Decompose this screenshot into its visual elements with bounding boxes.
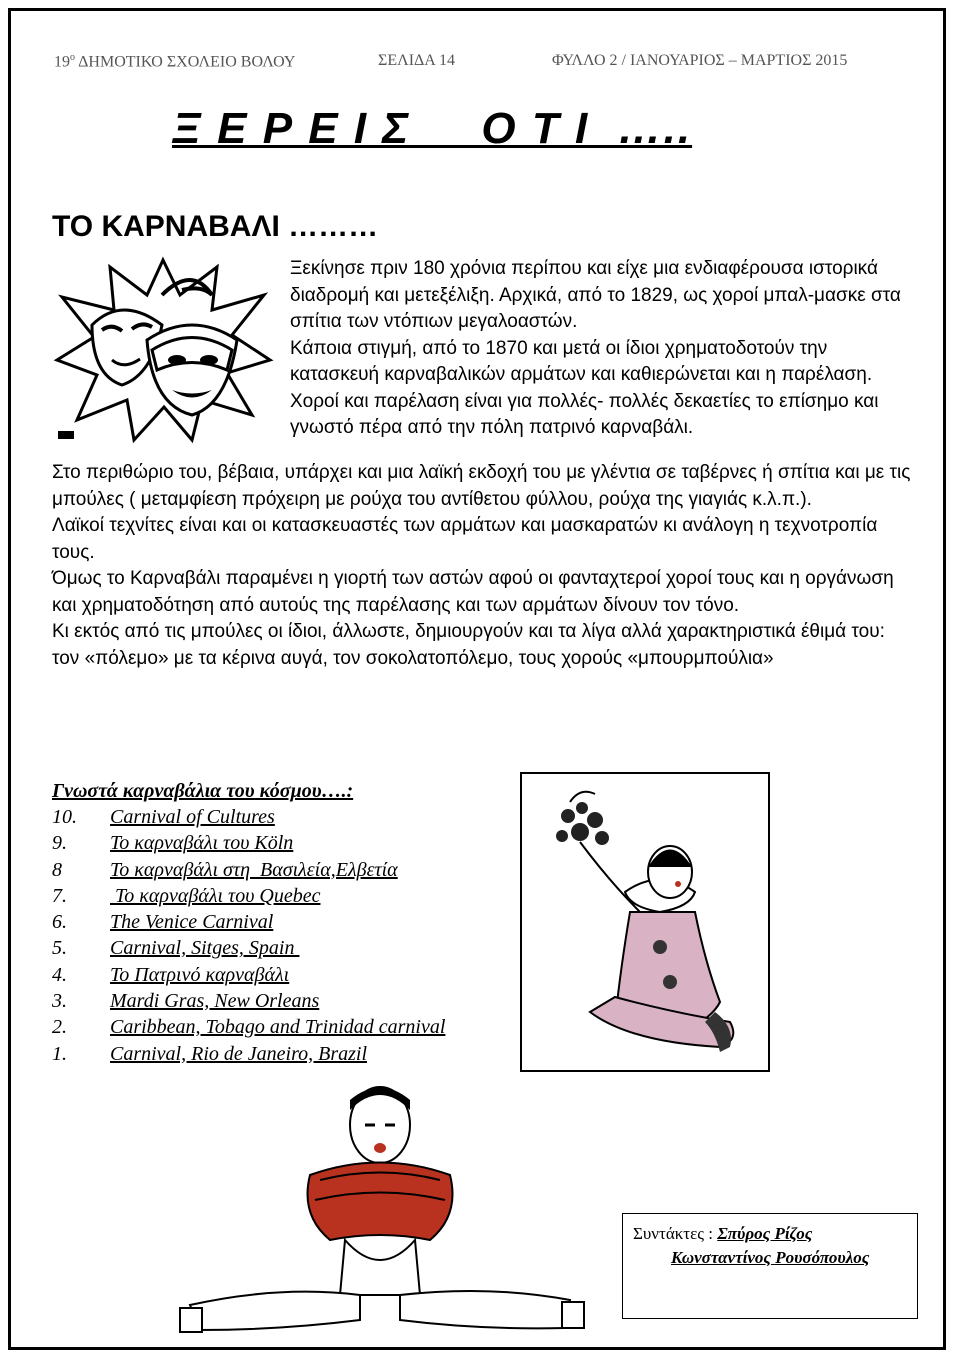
list-item <box>52 1014 445 1040</box>
list-item <box>52 935 445 961</box>
list-number: 8 <box>52 858 62 881</box>
list-label: Το Πατρινό καρναβάλι <box>110 963 290 986</box>
list-label: Mardi Gras, New Orleans <box>110 990 320 1013</box>
list-item <box>52 962 445 988</box>
authors-box <box>622 1213 918 1319</box>
list-label: Το καρναβάλι στη Βασιλεία,Ελβετία <box>110 858 398 881</box>
masks-illustration <box>52 255 274 445</box>
author-name: Σπύρος Ρίζος <box>717 1224 813 1243</box>
list-number: 4. <box>52 963 67 986</box>
page-title: Ξ Ε Ρ Ε Ι Σ Ο Τ Ι ….. <box>172 104 693 153</box>
main-paragraph: Λαϊκοί τεχνίτες είναι και οι κατασκευαστές των αρμάτων και μασκαρατών κι ανάλογη η τεχνοτροπία τους. <box>52 515 878 563</box>
intro-paragraph: Κάποια στιγμή, από το 1870 και μετά οι ίδιοι χρηματοδοτούν την κατασκευή καρναβαλικών αρμάτων και καθιερώνεται και η παρέλαση. <box>290 337 873 385</box>
list-item <box>52 883 445 909</box>
list-item <box>52 909 445 935</box>
intro-paragraph: Ξεκίνησε πριν 180 χρόνια περίπου και είχε μια ενδιαφέρουσα ιστορικά διαδρομή και μετεξέλιξη. Αρχικά, από το 1829, ως χοροί μπαλ-μασκε στα σπίτια των ντόπιων μεγαλοαστών. <box>290 258 901 332</box>
main-paragraph: Κι εκτός από τις μπούλες οι ίδιοι, άλλωστε, δημιουργούν και τα λίγα αλλά χαρακτηριστικά έθιμά του: τον «πόλεμο» με τα κέρινα αυγά, τον σοκολατοπόλεμο, τους χορούς «μπουρμπούλια» <box>52 621 885 669</box>
main-text <box>52 460 916 672</box>
list-label: Το καρναβάλι του Quebec <box>110 884 321 907</box>
main-paragraph: Στο περιθώριο του, βέβαια, υπάρχει και μια λαϊκή εκδοχή του με γλέντια σε ταβέρνες ή σπίτια και με τις μπούλες ( μεταμφίεση πρόχειρη με ρούχα του αντίθετου φύλλου, ρούχα της γιαγιάς κ.λ.π.). <box>52 462 911 510</box>
school-number-sup: ο <box>70 52 75 63</box>
famous-carnivals-list <box>52 804 445 1067</box>
list-number: 9. <box>52 832 67 855</box>
authors-label: Συντάκτες : <box>633 1224 718 1243</box>
list-label: Carnival, Rio de Janeiro, Brazil <box>110 1042 368 1065</box>
list-number: 5. <box>52 937 67 960</box>
list-number: 7. <box>52 884 67 907</box>
famous-carnivals-title: Γνωστά καρναβάλια του κόσμου….: <box>52 780 354 802</box>
list-item <box>52 857 445 883</box>
pierrot-kneeling-illustration <box>520 772 770 1072</box>
school-number: 19 <box>54 53 70 71</box>
main-paragraph: Όμως το Καρναβάλι παραμένει η γιορτή των αστών αφού οι φανταχτεροί χοροί τους και η οργάνωση και χρηματοδότηση από αυτούς της παρέλασης και των αρμάτων δίνουν τον τόνο. <box>52 568 894 616</box>
list-number: 3. <box>52 990 67 1013</box>
list-label: Το καρναβάλι του Köln <box>110 832 294 855</box>
school-name <box>54 52 295 71</box>
intro-paragraph: Χοροί και παρέλαση είναι για πολλές- πολλές δεκαετίες το επίσημο και γνωστό πέρα από την πόλη πατρινό καρναβάλι. <box>290 390 879 438</box>
page-number: ΣΕΛΙΔΑ 14 <box>378 52 455 69</box>
list-number: 1. <box>52 1042 67 1065</box>
list-number: 10. <box>52 806 77 828</box>
issue-info: ΦΥΛΛΟ 2 / ΙΑΝΟΥΑΡΙΟΣ – ΜΑΡΤΙΟΣ 2015 <box>552 52 848 69</box>
list-item <box>52 804 445 830</box>
list-label: The Venice Carnival <box>110 911 274 934</box>
list-item <box>52 830 445 856</box>
school-name-text: ΔΗΜΟΤΙΚΟ ΣΧΟΛΕΙΟ ΒΟΛΟΥ <box>75 53 296 71</box>
intro-text <box>290 256 910 442</box>
list-label: Carnival of Cultures <box>110 806 275 828</box>
pierrot-splits-illustration <box>170 1080 590 1350</box>
list-number: 2. <box>52 1016 67 1039</box>
section-title: ΤΟ ΚΑΡΝΑΒΑΛΙ ……… <box>52 210 379 243</box>
list-number: 6. <box>52 911 67 934</box>
list-label: Caribbean, Tobago and Trinidad carnival <box>110 1016 446 1039</box>
list-item <box>52 988 445 1014</box>
list-item <box>52 1041 445 1067</box>
authors-line-1 <box>633 1222 907 1246</box>
authors-line-2 <box>633 1246 907 1270</box>
list-label: Carnival, Sitges, Spain <box>110 937 300 960</box>
author-name: Κωνσταντίνος Ρουσόπουλος <box>671 1248 870 1267</box>
